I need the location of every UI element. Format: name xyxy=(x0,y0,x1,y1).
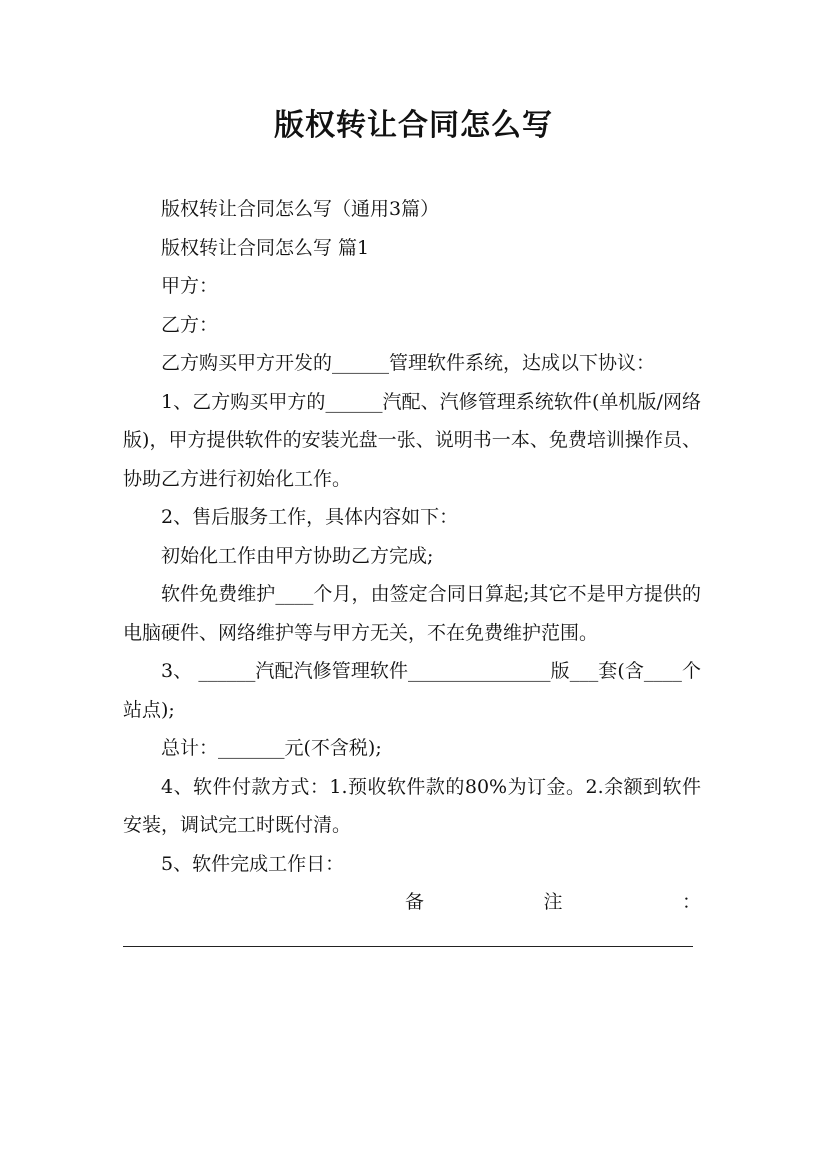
paragraph-party-a: 甲方： xyxy=(161,275,219,297)
paragraph-init: 初始化工作由甲方协助乙方完成; xyxy=(161,544,434,567)
remark-blank-line xyxy=(123,922,693,947)
document-body xyxy=(123,190,701,947)
paragraph-intro: 乙方购买甲方开发的______管理软件系统，达成以下协议： xyxy=(161,352,656,374)
paragraph-item-3: 3、 ______汽配汽修管理软件_______________版___套(含____个站点); xyxy=(123,660,701,721)
paragraph-item-2: 2、售后服务工作，具体内容如下： xyxy=(161,506,459,528)
paragraph-maintenance: 软件免费维护____个月，由签定合同日算起;其它不是甲方提供的电脑硬件、网络维护等与甲方无关，不在免费维护范围。 xyxy=(123,583,701,644)
remark-colon: ： xyxy=(681,891,701,913)
remark-row xyxy=(123,883,701,922)
paragraph-party-b: 乙方： xyxy=(161,313,219,336)
paragraph-subheading: 版权转让合同怎么写 篇1 xyxy=(161,236,370,259)
remark-char-1: 备 xyxy=(405,891,425,913)
paragraph-total: 总计：_______元(不含税); xyxy=(161,737,382,759)
paragraph-item-4: 4、软件付款方式：1.预收软件款的80%为订金。2.余额到软件安装，调试完工时既付清。 xyxy=(123,775,701,836)
document-title: 版权转让合同怎么写 xyxy=(274,108,553,143)
paragraph-item-1: 1、乙方购买甲方的______汽配、汽修管理系统软件(单机版/网络版)，甲方提供软件的安装光盘一张、说明书一本、免费培训操作员、协助乙方进行初始化工作。 xyxy=(123,390,701,490)
paragraph-heading: 版权转让合同怎么写（通用3篇） xyxy=(161,198,440,220)
remark-char-2: 注 xyxy=(543,891,563,913)
paragraph-item-5: 5、软件完成工作日： xyxy=(161,852,345,875)
